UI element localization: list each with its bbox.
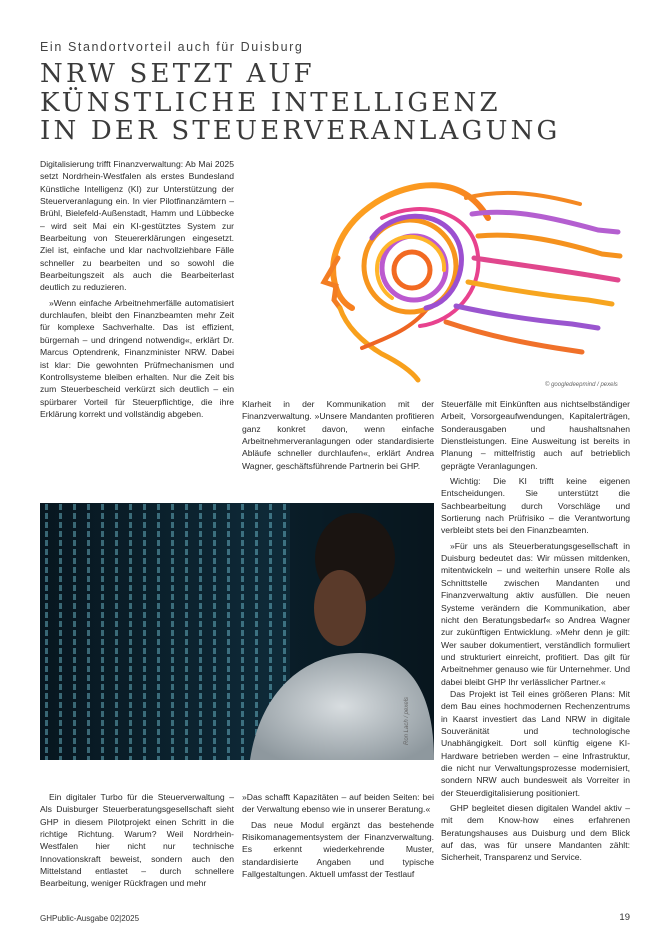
title-line-2: KÜNSTLICHE INTELLIGENZ — [40, 87, 501, 118]
article-title — [40, 60, 561, 146]
column-3 — [441, 398, 630, 864]
col2-bottom-paragraph: Das neue Modul ergänzt das bestehende Risikomanagementsystem der Finanzverwaltung. Es erkennt wiederkehrende Muster, standardisierte Angaben und typische Fallgestaltungen. Aktuell umfasst der Testlauf — [242, 819, 434, 880]
column-1-top — [40, 158, 234, 420]
col3-paragraph-2: Wichtig: Die KI trifft keine eigenen Entscheidungen. Sie unterstützt die Sachbearbeitung durch Vorschläge und Sortierung nach Prüfrisiko – die Verantwortung verbleibt stets bei den Finanzbeamten. — [441, 476, 630, 536]
title-line-3: IN DER STEUERVERANLAGUNG — [40, 116, 561, 146]
col2-top-paragraph: Klarheit in der Kommunikation mit der Finanzverwaltung. »Unsere Mandanten profitieren ganz konkret davon, wenn einfache Arbeitnehmerveranlagungen oder standardisierte Abläufe schneller durchlaufen«, erklärt Andrea Wagner, geschäftsführende Partnerin bei GHP. — [242, 399, 434, 471]
col3-paragraph-5: GHP begleitet diesen digitalen Wandel aktiv – mit dem Know-how eines erfahrenen Beratungshauses aus Duisburg und dem Blick auf das, was für unsere Mandanten zählt: Sicherheit, Transparenz und Service. — [441, 803, 630, 863]
title-line-1: NRW SETZT AUF — [40, 59, 315, 89]
brain-image-credit: © googledeepmind / pexels — [545, 382, 618, 388]
column-2-bottom — [242, 791, 434, 880]
col3-paragraph-3: »Für uns als Steuerberatungsgesellschaft in Duisburg bedeutet das: Wir müssen mitdenken, mitentwickeln – und weiterhin unsere Rolle als Schnittstelle zwischen Mandanten und Finanzverwaltung aktiv ausfüllen. Die neuen Systeme verändern die Kommunikation, aber nicht den Beratungsbedarf« so Andrea Wagner zur zukünftigen Entwicklung. »Mehr denn je gilt: Wer sauber dokumentiert, verständlich formuliert und strukturiert einreicht, profitiert. Das gilt für Arbeitnehmer genauso wie für Unternehmer. Und dabei bleibt GHP Ihr verlässlicher Partner.« — [441, 540, 630, 687]
footer-issue: GHPublic-Ausgabe 02|2025 — [40, 914, 140, 923]
article-kicker: Ein Standortvorteil auch für Duisburg — [40, 40, 304, 54]
matrix-person-image — [40, 503, 434, 760]
col1-bottom-paragraph: Ein digitaler Turbo für die Steuerverwaltung – Als Duisburger Steuerberatungsgesellschaft sieht GHP in diesem Pilotprojekt einen Schritt in die richtige Richtung. Warum? Weil Nordrhein-Westfalen hier nicht nur technische Innovationskraft beweist, sondern auch den Mittelstand entlastet – durch schnellere Bearbeitung, weniger Rückfragen und mehr — [40, 792, 234, 889]
photo-image-credit: Ron Lach / pexels — [404, 696, 410, 745]
col3-paragraph-4: Das Projekt ist Teil eines größeren Plans: Mit dem Bau eines hochmodernen Rechenzentrums in Kaarst investiert das Land NRW in digitale Souveränität und technologische Unabhängigkeit. Dort soll künftig eigene KI-Hardware betrieben werden – eine Infrastruktur, die nicht nur Verwaltungsprozesse modernisiert, sondern NRW auch bundesweit als Vorreiter in der Steuerdigitalisierung positioniert. — [441, 688, 630, 798]
column-2-top — [242, 398, 434, 472]
column-1-bottom — [40, 791, 234, 890]
page-number: 19 — [619, 912, 630, 923]
quote-paragraph: »Wenn einfache Arbeitnehmerfälle automatisiert durchlaufen, bleibt den Finanzbeamten mehr Zeit für komplexe Sachverhalte. Das ist effizient, bürgernah – und dringend notwendig«, erklärt Dr. Marcus Optendrenk, Finanzminister NRW. Dabei ist klar: Die gewohnten Prüfmechanismen und Kontrollsysteme bleiben erhalten. Nur die Zeit bis zum Steuerbescheid verkürzt sich deutlich – ein spürbarer Vorteil für Steuerpflichtige, die ihre Erklärung korrekt und vollständig abgeben. — [40, 297, 234, 419]
col2-bottom-quote: »Das schafft Kapazitäten – auf beiden Seiten: bei der Verwaltung ebenso wie in unserer Beratung.« — [242, 792, 434, 815]
col3-paragraph-1: Steuerfälle mit Einkünften aus nichtselbständiger Arbeit, Vorsorgeaufwendungen, Kapitalerträgen, Sonderausgaben und haushaltsnahen Dienstleistungen. Eine Ausweitung ist bereits in Planung – mittelfristig auch auf betrieblich geprägte Veranlagungen. — [441, 399, 630, 471]
code-rain-photo — [40, 503, 434, 760]
ai-head-illustration — [242, 158, 630, 384]
neon-brain-graphic — [242, 158, 630, 384]
intro-paragraph: Digitalisierung trifft Finanzverwaltung: Ab Mai 2025 setzt Nordrhein-Westfalen als erstes Bundesland Künstliche Intelligenz (KI) zur Unterstützung der Steuerveranlagung ein. In vier Pilotfinanzämtern – Brühl, Bielefeld-Außenstadt, Hamm und Lübbecke – wird seit Mai ein KI-gestütztes System zur Bearbeitung von Steuererklärungen eingesetzt. Ziel ist, einfache und klar nachvollziehbare Fälle schneller zu bearbeiten und so sowohl die Bearbeitungszeit als auch die Bearbeiterlast deutlich zu reduzieren. — [40, 159, 234, 293]
